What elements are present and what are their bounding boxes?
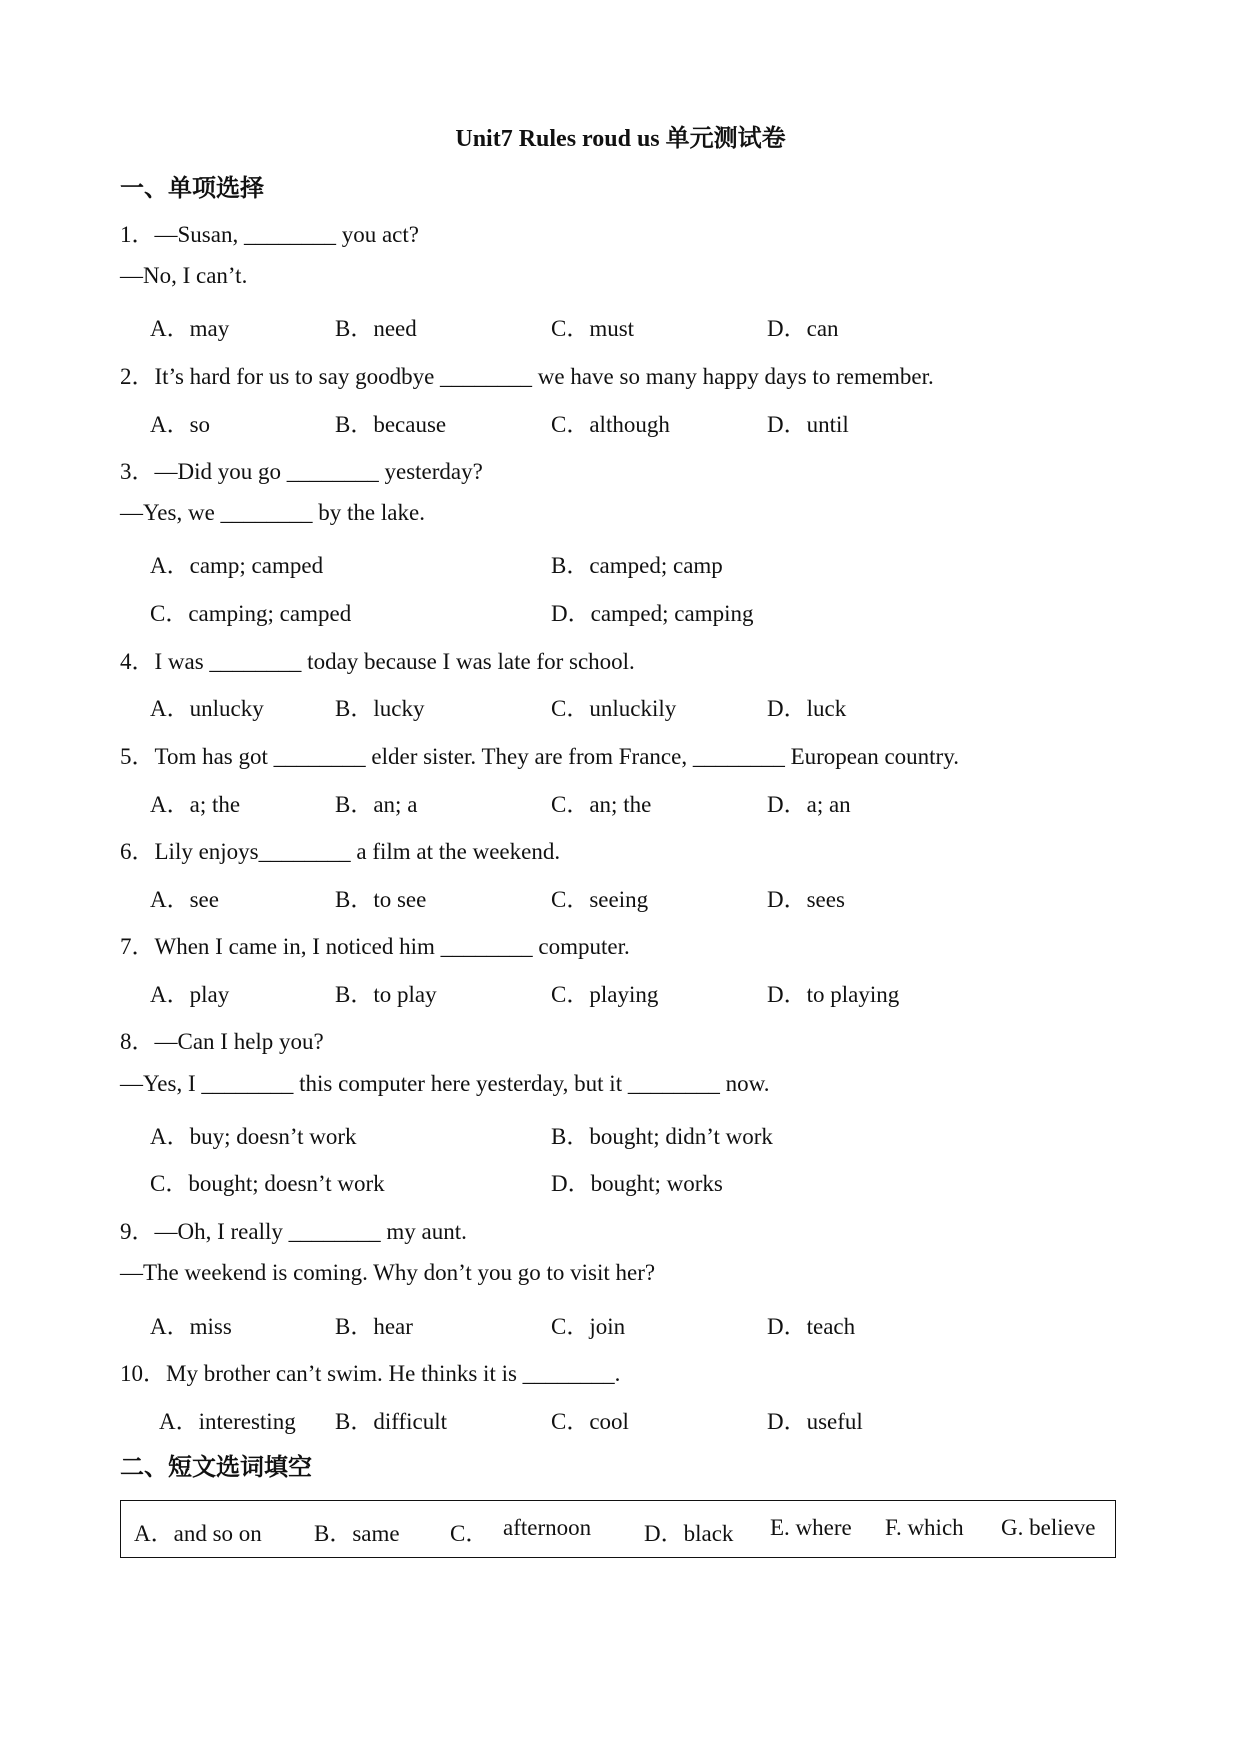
option-c: C．cool (551, 1409, 629, 1434)
word-bank-item-c-letter: C． (450, 1521, 489, 1546)
option-a: A．so (150, 412, 211, 437)
option-c: C．unluckily (551, 696, 677, 721)
question-9-options (0, 1308, 1241, 1338)
option-b: B．because (335, 412, 447, 437)
option-a: A．camp; camped (150, 553, 324, 578)
question-2-stem: 2．It’s hard for us to say goodbye ________ we have so many happy days to remember. (120, 364, 934, 389)
option-d: D．until (767, 412, 849, 437)
question-8-options-row-2 (0, 1165, 1241, 1195)
option-b: B．difficult (335, 1409, 448, 1434)
question-7-stem: 7．When I came in, I noticed him ________ computer. (120, 934, 630, 959)
question-10-stem: 10．My brother can’t swim. He thinks it is ________. (120, 1361, 621, 1386)
option-b: B．lucky (335, 696, 425, 721)
word-bank-item-g: G. believe (1001, 1515, 1096, 1540)
question-1-stem: 1．—Susan, ________ you act? (120, 222, 419, 247)
question-7-options (0, 976, 1241, 1006)
word-bank-item-f: F. which (885, 1515, 964, 1540)
option-c: C．although (551, 412, 670, 437)
option-d: D．bought; works (551, 1171, 723, 1196)
question-5-stem: 5．Tom has got ________ elder sister. They are from France, ________ European country. (120, 744, 959, 769)
option-b: B．hear (335, 1314, 413, 1339)
option-d: D．sees (767, 887, 845, 912)
option-d: D．to playing (767, 982, 900, 1007)
option-c: C．an; the (551, 792, 652, 817)
option-c: C．bought; doesn’t work (150, 1171, 385, 1196)
option-b: B．to see (335, 887, 427, 912)
option-d: D．can (767, 316, 839, 341)
question-3-stem: 3．—Did you go ________ yesterday? (120, 459, 483, 484)
option-a: A．unlucky (150, 696, 264, 721)
option-b: B．an; a (335, 792, 418, 817)
question-2-options (0, 406, 1241, 436)
option-c: C．camping; camped (150, 601, 352, 626)
question-4-options (0, 690, 1241, 720)
option-a: A．miss (150, 1314, 232, 1339)
option-d: D．a; an (767, 792, 851, 817)
option-c: C．must (551, 316, 635, 341)
question-8-stem: 8．—Can I help you? (120, 1029, 324, 1054)
question-6-stem: 6．Lily enjoys________ a film at the weekend. (120, 839, 561, 864)
option-b: B．need (335, 316, 417, 341)
word-bank-item-b: B．same (314, 1521, 400, 1546)
question-1-options (0, 310, 1241, 340)
option-b: B．bought; didn’t work (551, 1124, 773, 1149)
question-4-stem: 4．I was ________ today because I was late for school. (120, 649, 635, 674)
question-3-options-row-2 (0, 595, 1241, 625)
question-3-reply: —Yes, we ________ by the lake. (120, 500, 425, 525)
question-8-reply: —Yes, I ________ this computer here yesterday, but it ________ now. (120, 1071, 770, 1096)
question-10-options (0, 1403, 1241, 1433)
option-d: D．teach (767, 1314, 856, 1339)
option-d: D．luck (767, 696, 847, 721)
option-a: A．a; the (150, 792, 241, 817)
option-a: A．play (150, 982, 230, 1007)
word-bank-item-e: E. where (770, 1515, 852, 1540)
option-a: A．buy; doesn’t work (150, 1124, 357, 1149)
option-c: C．join (551, 1314, 626, 1339)
question-9-reply: —The weekend is coming. Why don’t you go to visit her? (120, 1260, 656, 1285)
word-bank-item-c: afternoon (503, 1515, 592, 1540)
question-1-reply: —No, I can’t. (120, 263, 248, 288)
section-heading-multiple-choice: 一、单项选择 (120, 174, 264, 202)
option-c: C．playing (551, 982, 659, 1007)
section-heading-word-fill: 二、短文选词填空 (120, 1453, 312, 1481)
option-a: A．interesting (159, 1409, 296, 1434)
option-d: D．camped; camping (551, 601, 754, 626)
question-3-options-row-1 (0, 547, 1241, 577)
option-b: B．camped; camp (551, 553, 723, 578)
option-a: A．see (150, 887, 219, 912)
question-5-options (0, 786, 1241, 816)
word-bank-item-a: A．and so on (134, 1521, 262, 1546)
option-d: D．useful (767, 1409, 863, 1434)
question-8-options-row-1 (0, 1118, 1241, 1148)
word-bank-item-d: D．black (644, 1521, 734, 1546)
option-a: A．may (150, 316, 230, 341)
question-9-stem: 9．—Oh, I really ________ my aunt. (120, 1219, 467, 1244)
word-bank-box (120, 1500, 1116, 1558)
option-c: C．seeing (551, 887, 649, 912)
question-6-options (0, 881, 1241, 911)
page-title: Unit7 Rules roud us 单元测试卷 (455, 126, 786, 152)
option-b: B．to play (335, 982, 437, 1007)
